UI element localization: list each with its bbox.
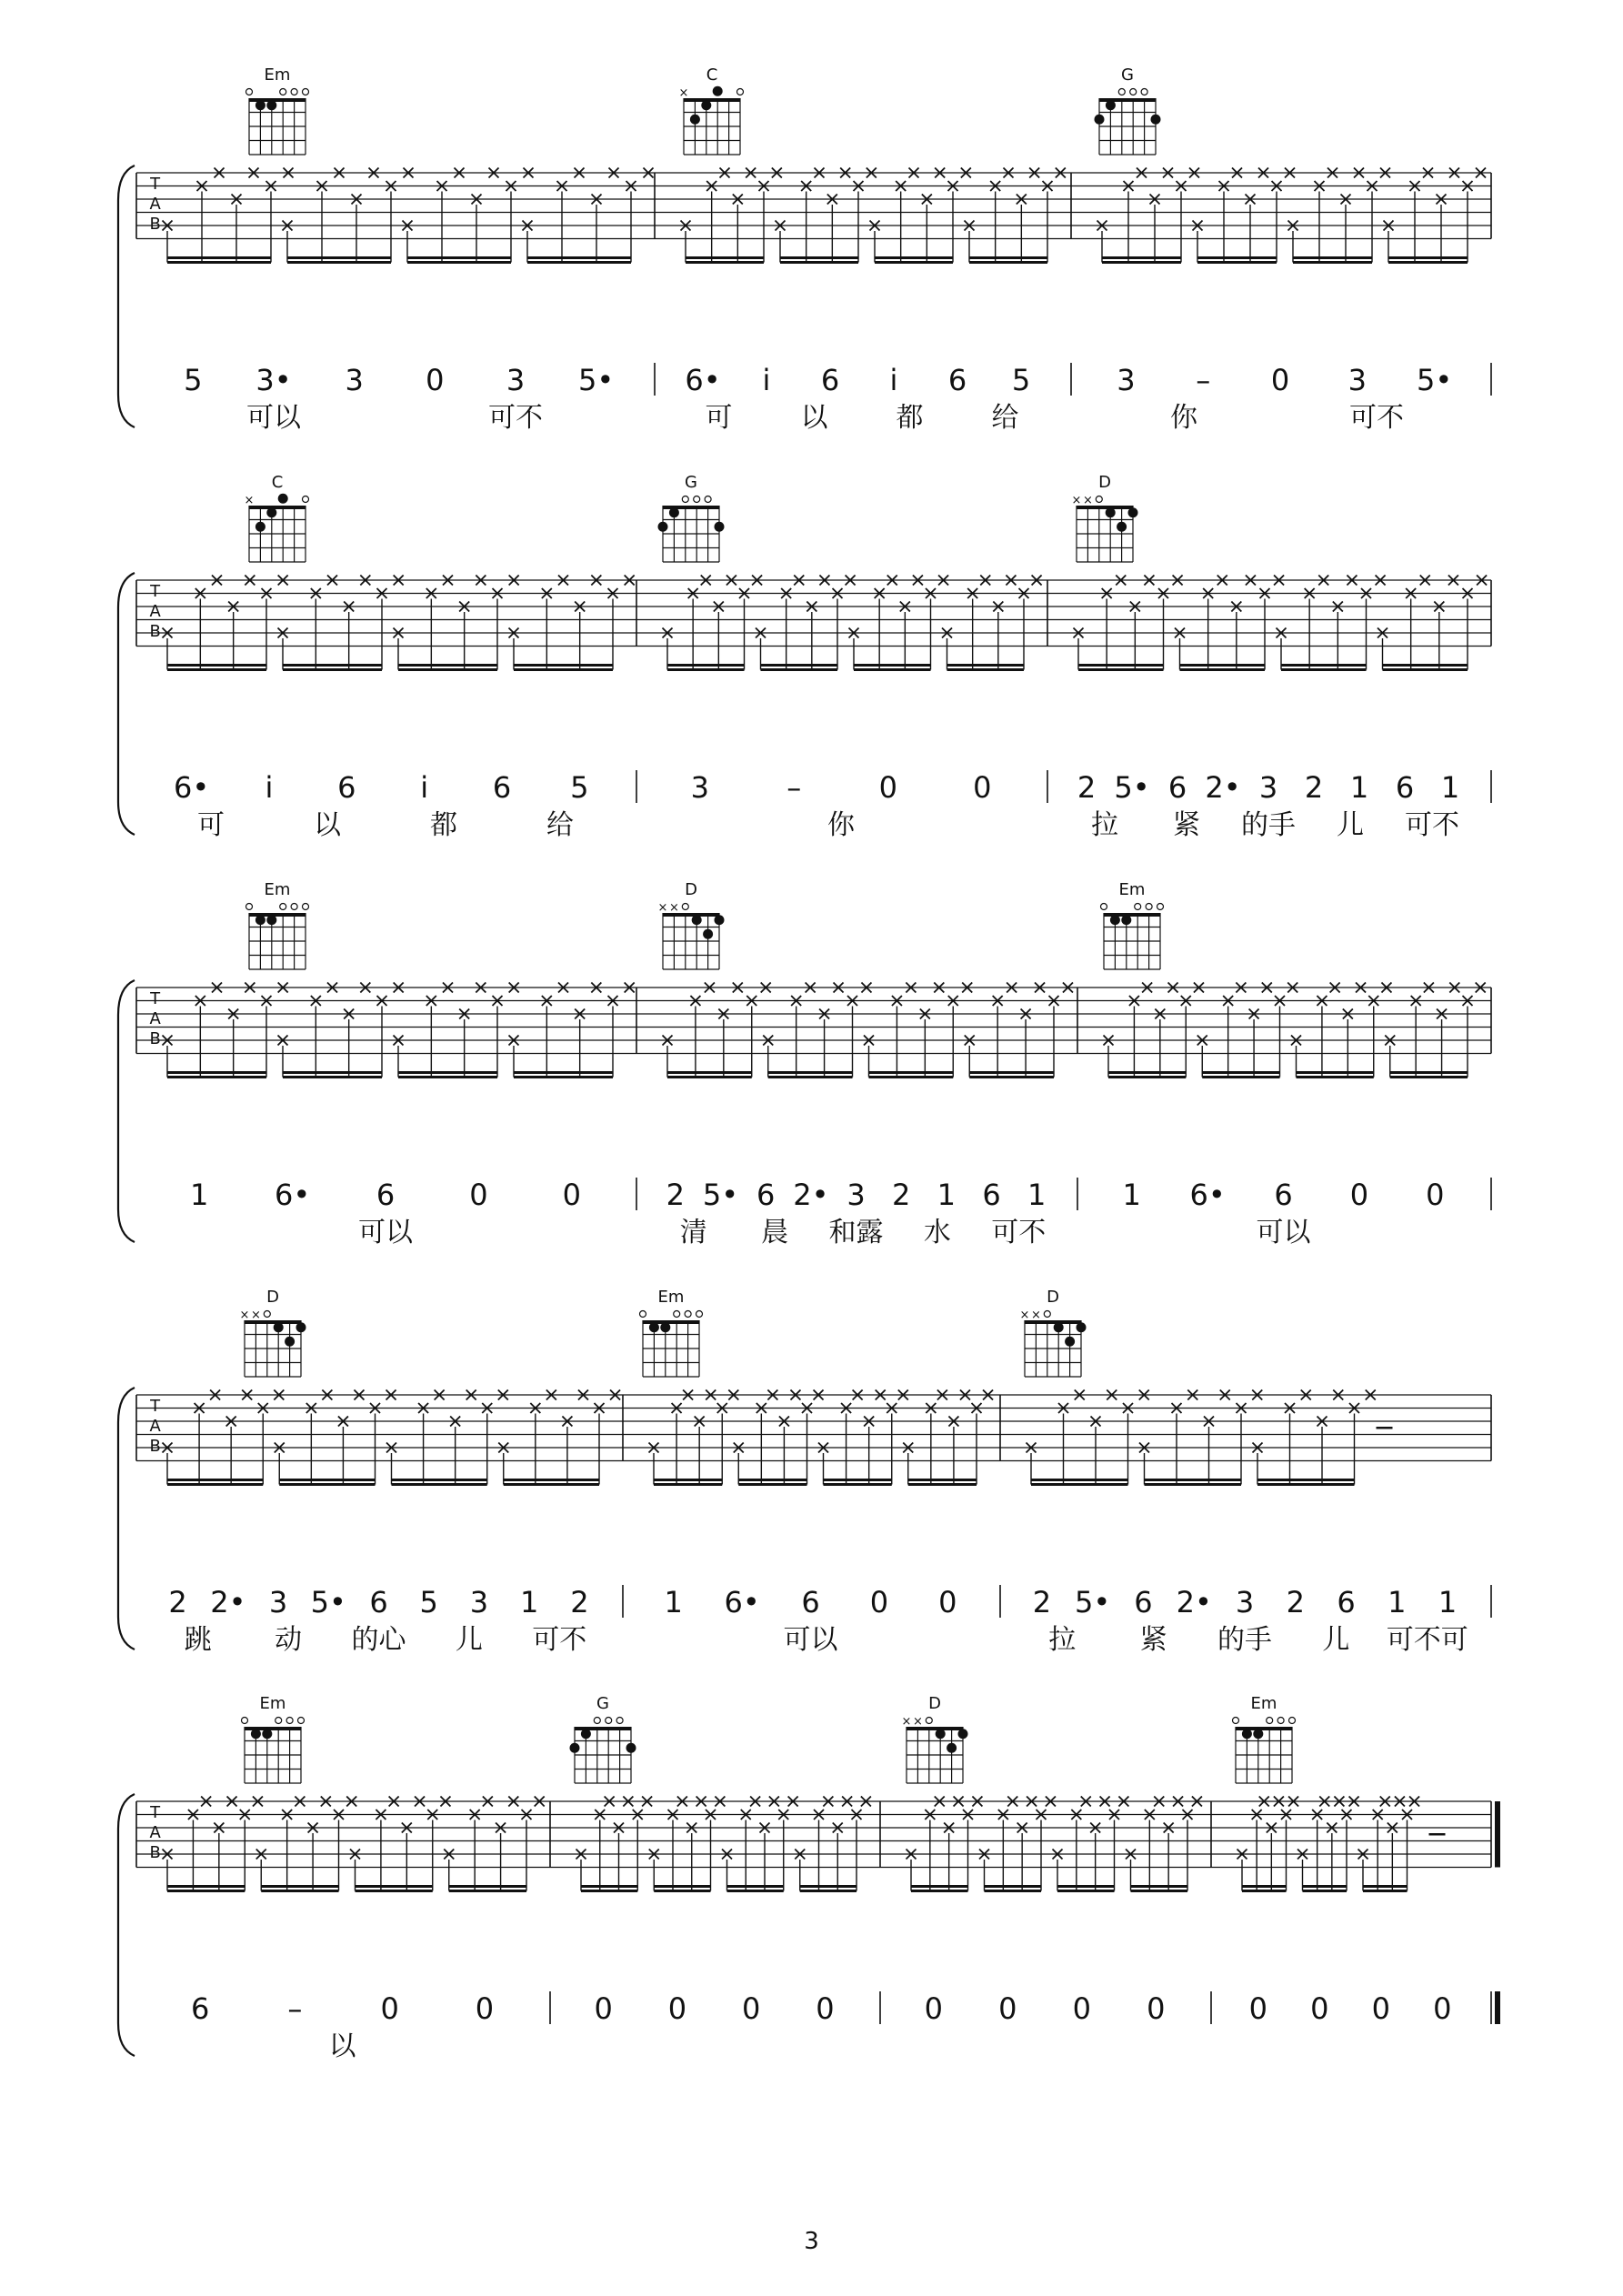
jianpu-note: 0	[380, 1991, 399, 2026]
jianpu-note: 6	[1134, 1585, 1153, 1619]
finger-dot	[581, 1729, 591, 1739]
open-string-mark	[298, 1718, 305, 1724]
jianpu-note: 0	[562, 1178, 581, 1212]
system-4	[118, 1288, 1491, 1656]
finger-dot	[266, 915, 276, 925]
jianpu-note: 0	[1248, 1991, 1267, 2026]
chord-diagram-d	[240, 1288, 306, 1377]
jianpu-note: 5	[419, 1585, 438, 1619]
open-string-mark	[1277, 1718, 1284, 1724]
jianpu-note: 6•	[685, 363, 721, 397]
jianpu-note: 0	[475, 1991, 495, 2026]
finger-dot	[1077, 1322, 1087, 1332]
lyric-text: 都	[896, 402, 924, 434]
system-1	[118, 65, 1491, 434]
muted-string-mark: ×	[1071, 494, 1082, 507]
muted-string-mark: ×	[239, 1308, 250, 1322]
lyric-text: 拉	[1048, 1624, 1077, 1656]
system-brace	[118, 1794, 135, 2056]
jianpu-note: 0	[998, 1991, 1017, 2026]
jianpu-note: i	[762, 363, 771, 397]
finger-dot	[255, 915, 265, 925]
chord-diagram-c	[679, 65, 744, 155]
lyric-text: 以	[328, 2030, 356, 2062]
tab-clef-letter: B	[149, 1029, 161, 1048]
jianpu-note: 1	[190, 1178, 209, 1212]
jianpu-note: i	[265, 770, 274, 805]
jianpu-note: 6	[337, 770, 356, 805]
tab-clef-letter: T	[150, 175, 161, 194]
lyric-text: 可以	[783, 1624, 838, 1656]
jianpu-note: 0	[816, 1991, 835, 2026]
chord-name: C	[271, 473, 284, 492]
jianpu-note: 5•	[310, 1585, 346, 1619]
chord-name: Em	[1250, 1694, 1277, 1713]
open-string-mark	[1118, 89, 1125, 95]
muted-string-mark: ×	[668, 901, 679, 915]
jianpu-note: 0	[938, 1585, 957, 1619]
open-string-mark	[640, 1311, 646, 1318]
muted-string-mark: ×	[657, 901, 668, 915]
tab-clef-letter: B	[149, 1843, 161, 1862]
open-string-mark	[286, 1718, 293, 1724]
jianpu-note: 1	[1349, 770, 1369, 805]
tab-clef-letter: A	[149, 602, 161, 621]
jianpu-note: 1	[1440, 770, 1460, 805]
chord-diagram-g	[1095, 65, 1161, 155]
finger-dot	[715, 915, 725, 925]
open-string-mark	[246, 89, 253, 95]
jianpu-note: 6	[190, 1991, 210, 2026]
open-string-mark	[1267, 1718, 1273, 1724]
final-bar-thick	[1495, 1801, 1500, 1868]
jianpu-note: 0	[1349, 1178, 1369, 1212]
tab-clef-letter: A	[149, 1823, 161, 1842]
jianpu-note: 0	[667, 1991, 687, 2026]
jianpu-note: 6	[1395, 770, 1415, 805]
jianpu-note: 0	[973, 770, 992, 805]
lyric-text: 儿	[1337, 809, 1364, 841]
jianpu-note: 1	[519, 1585, 539, 1619]
system-brace	[118, 165, 135, 427]
open-string-mark	[1135, 904, 1141, 910]
jianpu-note: 0	[1433, 1991, 1452, 2026]
jianpu-note: 0	[1426, 1178, 1445, 1212]
jianpu-note: 2	[1077, 770, 1097, 805]
finger-dot	[947, 1743, 957, 1753]
jianpu-note: 2•	[1176, 1585, 1212, 1619]
jianpu-note: 5	[570, 770, 589, 805]
jianpu-note: 0	[878, 770, 897, 805]
jianpu-note: 6	[982, 1178, 1001, 1212]
lyric-text: 可以	[246, 402, 301, 434]
lyric-text: 可不可	[1386, 1624, 1468, 1656]
open-string-mark	[1233, 1718, 1239, 1724]
finger-dot	[958, 1729, 968, 1739]
finger-dot	[1128, 507, 1138, 517]
chord-diagram-em	[246, 880, 309, 969]
tab-clef-letter: A	[149, 1417, 161, 1436]
lyric-text: 晨	[761, 1217, 789, 1248]
chord-name: Em	[259, 1694, 286, 1713]
jianpu-note: 0	[1310, 1991, 1329, 2026]
chord-name: Em	[1118, 880, 1146, 899]
lyric-text: 给	[991, 402, 1019, 434]
open-string-mark	[303, 496, 309, 503]
jianpu-note: 6•	[174, 770, 210, 805]
jianpu-note: 0	[1270, 363, 1290, 397]
finger-dot	[1106, 100, 1116, 110]
system-5	[118, 1694, 1500, 2062]
jianpu-note: 6•	[274, 1178, 311, 1212]
open-string-mark	[737, 89, 744, 95]
finger-dot	[296, 1322, 306, 1332]
chord-nut	[249, 506, 306, 509]
chord-name: Em	[657, 1288, 685, 1307]
page-number: 3	[804, 2228, 819, 2255]
finger-dot	[278, 494, 288, 504]
finger-dot	[1065, 1337, 1075, 1347]
chord-diagram-d	[902, 1694, 968, 1783]
jianpu-note: i	[420, 770, 429, 805]
finger-dot	[690, 115, 700, 125]
chord-name: D	[1098, 473, 1111, 492]
chord-name: D	[1047, 1288, 1059, 1307]
finger-dot	[669, 507, 679, 517]
open-string-mark	[696, 1311, 703, 1318]
jianpu-note: 6	[1274, 1178, 1293, 1212]
jianpu-note: 1	[1122, 1178, 1141, 1212]
jianpu-note: 3	[469, 1585, 489, 1619]
jianpu-note: 2	[1032, 1585, 1052, 1619]
muted-string-mark: ×	[1030, 1308, 1041, 1322]
finger-dot	[1121, 915, 1131, 925]
lyric-text: 的手	[1241, 809, 1296, 841]
jianpu-note: 5	[1011, 363, 1031, 397]
lyric-text: 紧	[1139, 1624, 1167, 1656]
lyric-text: 以	[314, 809, 341, 841]
lyric-text: 以	[800, 402, 828, 434]
system-brace	[118, 980, 135, 1242]
open-string-mark	[685, 1311, 691, 1318]
lyric-text: 可不	[991, 1217, 1047, 1248]
finger-dot	[1110, 915, 1120, 925]
jianpu-note: 6	[376, 1178, 396, 1212]
open-string-mark	[1157, 904, 1164, 910]
jianpu-note: 2	[1286, 1585, 1305, 1619]
lyric-text: 你	[827, 809, 855, 841]
jianpu-note: 3	[506, 363, 526, 397]
jianpu-note: 3	[1117, 363, 1136, 397]
muted-string-mark: ×	[244, 494, 255, 507]
jianpu-note: 6•	[724, 1585, 760, 1619]
chord-name: Em	[264, 65, 291, 85]
open-string-mark	[606, 1718, 612, 1724]
finger-dot	[266, 507, 276, 517]
jianpu-note: 5•	[1114, 770, 1150, 805]
open-string-mark	[280, 89, 286, 95]
jianpu-note: 3	[268, 1585, 288, 1619]
jianpu-note: 0	[1371, 1991, 1390, 2026]
open-string-mark	[682, 496, 688, 503]
chord-name: D	[685, 880, 697, 899]
open-string-mark	[1044, 1311, 1050, 1318]
jianpu-note: 6•	[1189, 1178, 1226, 1212]
jianpu-note: 1	[664, 1585, 683, 1619]
finger-dot	[266, 100, 276, 110]
jianpu-note: 6	[820, 363, 840, 397]
jianpu-note: 3	[690, 770, 709, 805]
finger-dot	[570, 1743, 580, 1753]
chord-diagram-em	[246, 65, 309, 155]
jianpu-note: 1	[1438, 1585, 1458, 1619]
finger-dot	[1242, 1729, 1252, 1739]
open-string-mark	[594, 1718, 600, 1724]
open-string-mark	[291, 904, 297, 910]
finger-dot	[1095, 115, 1105, 125]
tab-clef-letter: A	[149, 1009, 161, 1028]
jianpu-note: 2	[891, 1178, 911, 1212]
chord-nut	[684, 98, 740, 102]
open-string-mark	[1141, 89, 1147, 95]
lyric-text: 紧	[1173, 809, 1200, 841]
final-notation-bar	[1495, 1991, 1500, 2024]
jianpu-note: 5•	[1416, 363, 1453, 397]
chord-diagram-em	[640, 1288, 703, 1377]
finger-dot	[1117, 522, 1127, 532]
jianpu-note: 5•	[702, 1178, 739, 1212]
lyric-text: 你	[1170, 402, 1197, 434]
lyric-text: 儿	[455, 1624, 483, 1656]
open-string-mark	[1130, 89, 1137, 95]
chord-diagram-em	[1101, 880, 1164, 969]
jianpu-note: 6	[947, 363, 967, 397]
open-string-mark	[926, 1718, 932, 1724]
jianpu-note: 0	[469, 1178, 488, 1212]
finger-dot	[713, 86, 723, 96]
chord-diagram-d	[1020, 1288, 1087, 1377]
chord-name: G	[1121, 65, 1134, 85]
tab-clef-letter: A	[149, 195, 161, 214]
chord-diagram-d	[1072, 473, 1138, 562]
finger-dot	[936, 1729, 946, 1739]
lyric-text: 清	[679, 1217, 707, 1248]
finger-dot	[658, 522, 668, 532]
open-string-mark	[246, 904, 253, 910]
lyric-text: 跳	[184, 1624, 212, 1656]
open-string-mark	[1096, 496, 1102, 503]
jianpu-note: 2	[666, 1178, 686, 1212]
lyric-text: 可以	[1256, 1217, 1311, 1248]
chord-diagram-c	[245, 473, 309, 562]
jianpu-note: i	[889, 363, 898, 397]
chord-diagram-em	[1233, 1694, 1296, 1783]
jianpu-note: 6	[756, 1178, 776, 1212]
jianpu-note: –	[786, 770, 802, 805]
lyric-text: 和露	[828, 1217, 884, 1248]
finger-dot	[251, 1729, 261, 1739]
open-string-mark	[694, 496, 700, 503]
open-string-mark	[705, 496, 711, 503]
lyric-text: 可不	[488, 402, 543, 434]
jianpu-note: 5•	[578, 363, 615, 397]
lyric-text: 可以	[358, 1217, 413, 1248]
muted-string-mark: ×	[250, 1308, 261, 1322]
finger-dot	[1054, 1322, 1064, 1332]
jianpu-note: –	[1196, 363, 1211, 397]
jianpu-note: 6	[801, 1585, 820, 1619]
jianpu-note: 0	[924, 1991, 943, 2026]
lyric-text: 的手	[1217, 1624, 1272, 1656]
finger-dot	[692, 915, 702, 925]
chord-diagram-g	[570, 1694, 636, 1783]
open-string-mark	[674, 1311, 680, 1318]
finger-dot	[626, 1743, 636, 1753]
finger-dot	[274, 1322, 284, 1332]
open-string-mark	[303, 89, 309, 95]
open-string-mark	[1289, 1718, 1296, 1724]
chord-name: D	[928, 1694, 941, 1713]
lyric-text: 儿	[1322, 1624, 1350, 1656]
chord-name: Em	[264, 880, 291, 899]
lyric-text: 可不	[1405, 809, 1459, 841]
jianpu-note: 0	[426, 363, 445, 397]
open-string-mark	[682, 904, 688, 910]
lyric-text: 可不	[1349, 402, 1404, 434]
lyric-text: 可不	[532, 1624, 587, 1656]
finger-dot	[649, 1322, 659, 1332]
jianpu-note: 0	[869, 1585, 889, 1619]
finger-dot	[1151, 115, 1161, 125]
lyric-text: 水	[923, 1217, 951, 1248]
open-string-mark	[264, 1311, 270, 1318]
open-string-mark	[303, 904, 309, 910]
system-brace	[118, 1388, 135, 1649]
jianpu-note: 0	[741, 1991, 761, 2026]
finger-dot	[255, 522, 265, 532]
jianpu-note: 0	[1147, 1991, 1166, 2026]
jianpu-note: 0	[594, 1991, 613, 2026]
lyric-text: 的心	[351, 1624, 406, 1656]
lyric-text: 都	[430, 809, 457, 841]
chord-diagram-em	[242, 1694, 305, 1783]
jianpu-note: 5	[184, 363, 203, 397]
tab-clef-letter: T	[150, 1803, 161, 1822]
chord-name: D	[266, 1288, 279, 1307]
jianpu-note: 6	[492, 770, 512, 805]
finger-dot	[262, 1729, 272, 1739]
finger-dot	[703, 929, 713, 939]
system-brace	[118, 573, 135, 835]
chord-name: G	[596, 1694, 609, 1713]
muted-string-mark: ×	[1082, 494, 1093, 507]
finger-dot	[701, 100, 711, 110]
tab-clef-letter: T	[150, 582, 161, 601]
finger-dot	[660, 1322, 670, 1332]
jianpu-note: 1	[1388, 1585, 1407, 1619]
muted-string-mark: ×	[901, 1715, 912, 1729]
finger-dot	[255, 100, 265, 110]
chord-name: G	[685, 473, 697, 492]
muted-string-mark: ×	[678, 86, 689, 100]
jianpu-note: 6	[1337, 1585, 1356, 1619]
muted-string-mark: ×	[1019, 1308, 1030, 1322]
finger-dot	[1106, 507, 1116, 517]
tab-clef-letter: B	[149, 215, 161, 234]
jianpu-note: 2	[168, 1585, 187, 1619]
jianpu-note: 0	[1072, 1991, 1091, 2026]
jianpu-note: 2•	[210, 1585, 246, 1619]
lyric-text: 给	[546, 809, 574, 841]
jianpu-note: 6	[1167, 770, 1187, 805]
jianpu-note: 5•	[1075, 1585, 1111, 1619]
system-2	[118, 473, 1491, 841]
jianpu-note: –	[287, 1991, 303, 2026]
tab-clef-letter: B	[149, 1437, 161, 1456]
open-string-mark	[242, 1718, 248, 1724]
chord-name: C	[706, 65, 718, 85]
lyric-text: 可	[705, 402, 733, 434]
finger-dot	[285, 1337, 295, 1347]
jianpu-note: 3	[345, 363, 364, 397]
chord-diagram-g	[658, 473, 725, 562]
open-string-mark	[616, 1718, 623, 1724]
tab-clef-letter: B	[149, 622, 161, 641]
muted-string-mark: ×	[912, 1715, 923, 1729]
lyric-text: 可	[197, 809, 225, 841]
open-string-mark	[280, 904, 286, 910]
jianpu-note: 2•	[1205, 770, 1241, 805]
lyric-text: 动	[275, 1624, 303, 1656]
open-string-mark	[291, 89, 297, 95]
jianpu-note: 3	[1347, 363, 1367, 397]
jianpu-note: 1	[937, 1178, 957, 1212]
jianpu-note: 3	[1258, 770, 1278, 805]
tab-clef-letter: T	[150, 1397, 161, 1416]
open-string-mark	[1101, 904, 1107, 910]
open-string-mark	[276, 1718, 282, 1724]
jianpu-note: 1	[1027, 1178, 1047, 1212]
system-3	[118, 880, 1491, 1248]
chord-diagram-d	[658, 880, 725, 969]
jianpu-note: 2	[1304, 770, 1324, 805]
open-string-mark	[1146, 904, 1152, 910]
jianpu-note: 2	[570, 1585, 589, 1619]
jianpu-note: 3	[847, 1178, 866, 1212]
jianpu-note: 3	[1235, 1585, 1255, 1619]
finger-dot	[715, 522, 725, 532]
jianpu-note: 2•	[793, 1178, 829, 1212]
lyric-text: 拉	[1091, 809, 1118, 841]
jianpu-note: 3•	[255, 363, 292, 397]
tab-clef-letter: T	[150, 989, 161, 1008]
finger-dot	[1253, 1729, 1263, 1739]
jianpu-note: 6	[369, 1585, 388, 1619]
